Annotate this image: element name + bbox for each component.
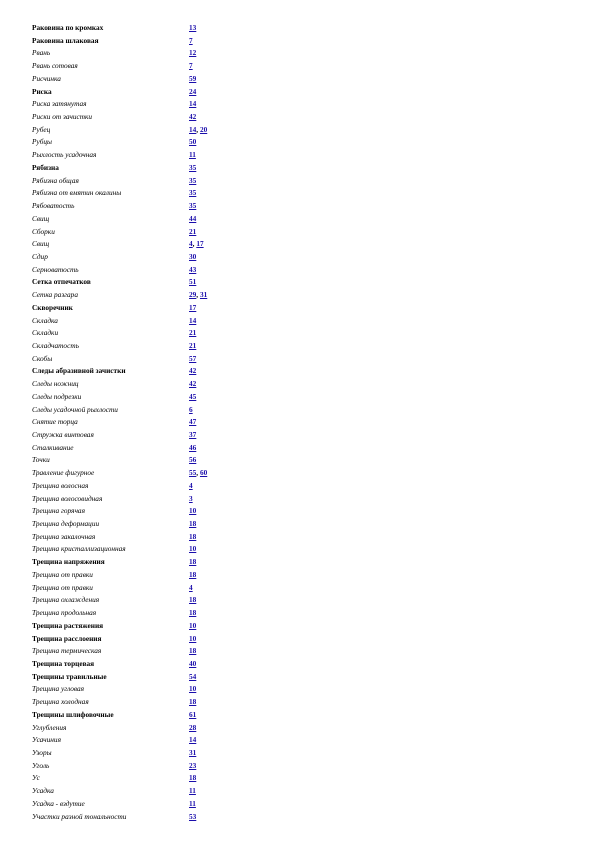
index-pages bbox=[189, 35, 193, 48]
subject-index bbox=[32, 22, 272, 823]
page-link[interactable]: 14 bbox=[189, 735, 197, 745]
index-pages bbox=[189, 696, 196, 709]
page-link[interactable]: 55 bbox=[189, 468, 197, 478]
index-entry bbox=[32, 35, 272, 48]
index-pages bbox=[189, 531, 196, 544]
index-pages bbox=[189, 187, 196, 200]
index-entry bbox=[32, 811, 272, 824]
index-pages bbox=[189, 60, 193, 73]
index-pages bbox=[189, 162, 196, 175]
page-link[interactable]: 43 bbox=[189, 264, 197, 274]
page-link[interactable]: 59 bbox=[189, 73, 197, 83]
index-term: Рябизна от вмятин окалины bbox=[32, 188, 122, 198]
index-pages bbox=[189, 365, 196, 378]
index-entry bbox=[32, 683, 272, 696]
index-term: Трещина горячая bbox=[32, 506, 85, 516]
index-entry bbox=[32, 111, 272, 124]
index-entry bbox=[32, 480, 272, 493]
index-term: Снятие торца bbox=[32, 417, 78, 427]
page-link[interactable]: 18 bbox=[189, 519, 197, 529]
index-term: Складка bbox=[32, 315, 58, 325]
index-entry bbox=[32, 760, 272, 773]
index-entry bbox=[32, 404, 272, 417]
index-entry bbox=[32, 340, 272, 353]
index-entry bbox=[32, 620, 272, 633]
index-pages bbox=[189, 86, 196, 99]
index-term: Травление фигурное bbox=[32, 468, 95, 478]
index-pages bbox=[189, 543, 196, 556]
index-pages bbox=[189, 111, 196, 124]
page-link[interactable]: 10 bbox=[189, 620, 197, 630]
index-entry bbox=[32, 607, 272, 620]
page-link[interactable]: 57 bbox=[189, 353, 197, 363]
page-link[interactable]: 18 bbox=[189, 773, 197, 783]
page-link[interactable]: 7 bbox=[189, 35, 193, 45]
index-term: Рвань сотовая bbox=[32, 61, 78, 71]
index-term: Трещина деформации bbox=[32, 519, 100, 529]
index-term: Узоры bbox=[32, 747, 52, 757]
index-pages: 55, 60 bbox=[189, 468, 208, 478]
index-pages: 14, 20 bbox=[189, 124, 208, 134]
index-pages bbox=[189, 556, 196, 569]
page-link[interactable]: 14 bbox=[189, 99, 197, 109]
index-pages bbox=[189, 645, 196, 658]
index-pages bbox=[189, 798, 196, 811]
index-entry bbox=[32, 734, 272, 747]
index-term: Трещина термическая bbox=[32, 646, 102, 656]
index-entry bbox=[32, 556, 272, 569]
index-entry bbox=[32, 315, 272, 328]
index-term: Трещина закалочная bbox=[32, 531, 96, 541]
index-term: Сталкивание bbox=[32, 442, 74, 452]
page-link[interactable]: 35 bbox=[189, 201, 197, 211]
index-entry bbox=[32, 264, 272, 277]
page-link[interactable]: 4 bbox=[189, 582, 193, 592]
index-pages bbox=[189, 429, 196, 442]
index-term: Трещина от правки bbox=[32, 582, 93, 592]
page-link[interactable]: 6 bbox=[189, 404, 193, 414]
index-term: Рыхлость усадочная bbox=[32, 150, 97, 160]
index-pages bbox=[189, 149, 196, 162]
index-pages bbox=[189, 671, 196, 684]
page-link[interactable]: 44 bbox=[189, 213, 197, 223]
index-term: Рябоватость bbox=[32, 201, 75, 211]
index-pages bbox=[189, 633, 196, 646]
page-link[interactable]: 11 bbox=[189, 798, 196, 808]
index-entry bbox=[32, 353, 272, 366]
index-entry bbox=[32, 531, 272, 544]
index-entry bbox=[32, 378, 272, 391]
index-term: Рябизна bbox=[32, 162, 59, 172]
index-term: Усачиния bbox=[32, 735, 61, 745]
index-term: Складки bbox=[32, 328, 59, 338]
index-term: Трещина расслоения bbox=[32, 633, 102, 643]
page-link[interactable]: 17 bbox=[196, 239, 204, 249]
index-entry bbox=[32, 162, 272, 175]
index-entry bbox=[32, 238, 272, 251]
page-link[interactable]: 18 bbox=[189, 531, 197, 541]
index-pages bbox=[189, 607, 196, 620]
index-pages bbox=[189, 404, 193, 417]
page-link[interactable]: 51 bbox=[189, 277, 197, 287]
page-link[interactable]: 30 bbox=[189, 251, 197, 261]
index-pages bbox=[189, 315, 196, 328]
index-term: Трещина торцевая bbox=[32, 658, 95, 668]
index-pages bbox=[189, 683, 196, 696]
index-term: Сетка отпечатков bbox=[32, 277, 91, 287]
index-pages bbox=[189, 594, 196, 607]
index-term: Свищ bbox=[32, 213, 50, 223]
index-term: Углубления bbox=[32, 722, 67, 732]
index-term: Рисчинка bbox=[32, 73, 61, 83]
index-entry bbox=[32, 98, 272, 111]
index-pages bbox=[189, 213, 196, 226]
page-link[interactable]: 42 bbox=[189, 366, 197, 376]
index-term: Рвань bbox=[32, 48, 51, 58]
page-link[interactable]: 24 bbox=[189, 86, 197, 96]
index-term: Ус bbox=[32, 773, 40, 783]
index-entry bbox=[32, 327, 272, 340]
page-link[interactable]: 10 bbox=[189, 633, 197, 643]
page-link[interactable]: 50 bbox=[189, 137, 197, 147]
index-pages bbox=[189, 772, 196, 785]
index-pages bbox=[189, 620, 196, 633]
page-link[interactable]: 18 bbox=[189, 608, 197, 618]
index-entry bbox=[32, 47, 272, 60]
index-pages bbox=[189, 47, 196, 60]
index-pages bbox=[189, 302, 196, 315]
index-pages bbox=[189, 378, 196, 391]
index-term: Свищ bbox=[32, 239, 50, 249]
page-link[interactable]: 45 bbox=[189, 391, 197, 401]
index-term: Рубец bbox=[32, 124, 51, 134]
page-link[interactable]: 10 bbox=[189, 544, 197, 554]
index-entry bbox=[32, 505, 272, 518]
index-pages bbox=[189, 480, 193, 493]
index-pages bbox=[189, 785, 196, 798]
page-link[interactable]: 7 bbox=[189, 61, 193, 71]
page-link[interactable]: 11 bbox=[189, 150, 196, 160]
index-entry bbox=[32, 696, 272, 709]
index-term: Стружка винтовая bbox=[32, 430, 94, 439]
page-link[interactable]: 28 bbox=[189, 722, 197, 732]
page-link[interactable]: 3 bbox=[189, 493, 193, 503]
index-pages bbox=[189, 569, 196, 582]
index-term: Трещина волосная bbox=[32, 480, 89, 490]
index-pages bbox=[189, 200, 196, 213]
index-pages bbox=[189, 709, 196, 722]
index-pages bbox=[189, 811, 196, 824]
index-term: Трещина растяжения bbox=[32, 620, 104, 630]
index-entry bbox=[32, 149, 272, 162]
index-pages bbox=[189, 251, 196, 264]
index-term: Рябизна общая bbox=[32, 175, 79, 185]
index-entry bbox=[32, 798, 272, 811]
index-pages bbox=[189, 734, 196, 747]
page-link[interactable]: 40 bbox=[189, 658, 197, 668]
index-entry bbox=[32, 772, 272, 785]
index-term: Точки bbox=[32, 455, 50, 465]
index-term: Усадка - вздутие bbox=[32, 798, 85, 808]
index-entry bbox=[32, 658, 272, 671]
index-entry bbox=[32, 365, 272, 378]
index-entry bbox=[32, 582, 272, 595]
index-term: Усадка bbox=[32, 786, 54, 796]
index-term: Риска bbox=[32, 86, 52, 96]
page-link[interactable]: 18 bbox=[189, 557, 197, 567]
index-pages bbox=[189, 442, 196, 455]
index-entry bbox=[32, 124, 272, 137]
index-term: Раковина шлаковая bbox=[32, 35, 99, 45]
index-term: Трещина холодная bbox=[32, 697, 89, 707]
index-entry bbox=[32, 60, 272, 73]
index-entry bbox=[32, 747, 272, 760]
index-term: Следы ножниц bbox=[32, 379, 79, 389]
index-term: Риска затянутая bbox=[32, 99, 87, 109]
page-link[interactable]: 31 bbox=[199, 290, 208, 300]
index-pages bbox=[189, 454, 196, 467]
index-entry bbox=[32, 645, 272, 658]
index-term: Трещина угловая bbox=[32, 684, 85, 694]
page-link[interactable]: 10 bbox=[189, 506, 197, 516]
index-entry bbox=[32, 289, 272, 302]
index-pages bbox=[189, 98, 196, 111]
page-link[interactable]: 42 bbox=[189, 379, 197, 389]
index-term: Трещина волосовидная bbox=[32, 493, 103, 503]
index-entry bbox=[32, 175, 272, 188]
index-term: Рубцы bbox=[32, 137, 52, 147]
index-entry bbox=[32, 493, 272, 506]
index-entry bbox=[32, 709, 272, 722]
index-entry bbox=[32, 722, 272, 735]
index-pages bbox=[189, 276, 196, 289]
index-entry bbox=[32, 518, 272, 531]
index-term: Трещина напряжения bbox=[32, 557, 105, 567]
index-entry bbox=[32, 187, 272, 200]
index-entry bbox=[32, 785, 272, 798]
index-pages bbox=[189, 658, 196, 671]
index-pages bbox=[189, 22, 196, 35]
index-term: Трещина кристаллизационная bbox=[32, 544, 126, 554]
index-entry bbox=[32, 454, 272, 467]
page-link[interactable]: 35 bbox=[189, 188, 197, 198]
page-link[interactable]: 53 bbox=[189, 811, 197, 821]
index-term: Складчатость bbox=[32, 340, 79, 350]
page-link[interactable]: 35 bbox=[189, 162, 197, 172]
page-link[interactable]: 17 bbox=[189, 302, 197, 312]
page-link[interactable]: 23 bbox=[189, 760, 197, 770]
index-pages bbox=[189, 264, 196, 277]
index-pages bbox=[189, 518, 196, 531]
page-link[interactable]: 18 bbox=[189, 697, 197, 707]
page-link[interactable]: 47 bbox=[189, 417, 197, 427]
index-pages bbox=[189, 391, 196, 404]
index-pages bbox=[189, 416, 196, 429]
index-pages bbox=[189, 493, 193, 506]
index-entry bbox=[32, 302, 272, 315]
index-pages bbox=[189, 722, 196, 735]
index-pages bbox=[189, 760, 196, 773]
page-link[interactable]: 21 bbox=[189, 340, 197, 350]
index-term: Сборки bbox=[32, 226, 55, 236]
page-link[interactable]: 61 bbox=[189, 709, 197, 719]
page-link[interactable]: 18 bbox=[189, 646, 197, 656]
index-entry bbox=[32, 86, 272, 99]
page-link[interactable]: 31 bbox=[189, 747, 197, 757]
index-pages bbox=[189, 582, 193, 595]
index-term: Сдир bbox=[32, 251, 48, 261]
page-link[interactable]: 60 bbox=[199, 468, 208, 478]
index-term: Следы усадочной рыхлости bbox=[32, 404, 118, 414]
index-entry bbox=[32, 633, 272, 646]
index-pages bbox=[189, 340, 196, 353]
page-link[interactable]: 54 bbox=[189, 671, 197, 681]
index-entry bbox=[32, 442, 272, 455]
page-link[interactable]: 10 bbox=[189, 684, 197, 694]
page-link[interactable]: 21 bbox=[189, 328, 197, 338]
index-term: Следы подрезки bbox=[32, 391, 82, 401]
index-term: Раковина по кромках bbox=[32, 23, 104, 32]
index-entry bbox=[32, 429, 272, 442]
index-term: Трещина от правки bbox=[32, 569, 93, 579]
page-link[interactable]: 4 bbox=[189, 239, 193, 249]
index-term: Трещина продольная bbox=[32, 608, 97, 618]
page-link[interactable]: 21 bbox=[189, 226, 197, 236]
index-entry bbox=[32, 73, 272, 86]
index-pages bbox=[189, 226, 196, 239]
index-entry bbox=[32, 213, 272, 226]
index-pages bbox=[189, 136, 196, 149]
index-term: Риски от зачистки bbox=[32, 112, 93, 122]
index-entry bbox=[32, 200, 272, 213]
page-link[interactable]: 29 bbox=[189, 290, 197, 300]
page-link[interactable]: 46 bbox=[189, 442, 197, 452]
page-link[interactable]: 42 bbox=[189, 112, 197, 122]
index-entry bbox=[32, 594, 272, 607]
index-pages bbox=[189, 73, 196, 86]
index-entry bbox=[32, 467, 272, 480]
index-term: Уголь bbox=[32, 760, 50, 770]
page-link[interactable]: 20 bbox=[199, 124, 208, 134]
page-link[interactable]: 14 bbox=[189, 315, 197, 325]
index-entry bbox=[32, 543, 272, 556]
index-pages bbox=[189, 175, 196, 188]
page-link[interactable]: 56 bbox=[189, 455, 197, 465]
index-term: Скворечник bbox=[32, 302, 73, 312]
index-term: Серноватость bbox=[32, 264, 79, 274]
index-term: Следы абразивной зачистки bbox=[32, 366, 126, 376]
index-entry bbox=[32, 569, 272, 582]
index-entry bbox=[32, 136, 272, 149]
page-link[interactable]: 12 bbox=[189, 48, 197, 58]
index-entry bbox=[32, 276, 272, 289]
page-link[interactable]: 35 bbox=[189, 175, 197, 185]
index-term: Трещины шлифовочные bbox=[32, 709, 114, 719]
index-term: Трещины травильные bbox=[32, 671, 107, 681]
page-link[interactable]: 14 bbox=[189, 124, 197, 134]
index-entry bbox=[32, 22, 272, 35]
index-entry bbox=[32, 391, 272, 404]
index-term: Трещина охлаждения bbox=[32, 595, 100, 605]
page-link[interactable]: 4 bbox=[189, 480, 193, 490]
index-term: Сетка разгара bbox=[32, 290, 78, 300]
page-link[interactable]: 37 bbox=[189, 430, 197, 439]
index-term: Скобы bbox=[32, 353, 53, 363]
page-link[interactable]: 11 bbox=[189, 786, 196, 796]
index-pages: 4, 17 bbox=[189, 239, 204, 249]
page-link[interactable]: 18 bbox=[189, 569, 197, 579]
page-link[interactable]: 13 bbox=[189, 23, 197, 32]
index-entry bbox=[32, 416, 272, 429]
index-entry bbox=[32, 226, 272, 239]
index-entry bbox=[32, 251, 272, 264]
index-pages bbox=[189, 505, 196, 518]
index-pages bbox=[189, 747, 196, 760]
index-pages bbox=[189, 327, 196, 340]
page-link[interactable]: 18 bbox=[189, 595, 197, 605]
index-pages: 29, 31 bbox=[189, 290, 208, 300]
index-entry bbox=[32, 671, 272, 684]
index-term: Участки разной тональности bbox=[32, 811, 127, 821]
index-pages bbox=[189, 353, 196, 366]
